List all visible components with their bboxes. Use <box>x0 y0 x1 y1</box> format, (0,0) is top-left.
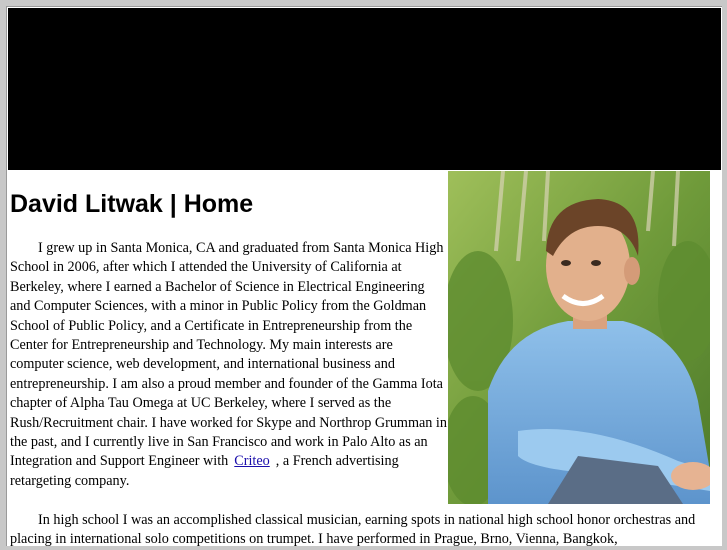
page-title: David Litwak | Home <box>10 190 254 218</box>
music-text: In high school I was an accomplished classical musician, earning spots in national high school honor orchestras and placing in international solo competitions on trumpet. I have performed in Prague, Brno, Vienna, Bangkok, <box>10 512 696 548</box>
criteo-link[interactable]: Criteo <box>234 453 270 470</box>
header-banner <box>8 8 721 170</box>
music-paragraph <box>10 511 710 550</box>
intro-text-end: , a French advertising retargeting company. <box>10 453 399 489</box>
profile-photo <box>448 171 710 504</box>
intro-paragraph <box>10 239 448 491</box>
intro-text: I grew up in Santa Monica, CA and graduated from Santa Monica High School in 2006, after which I attended the University of California at Berkeley, where I earned a Bachelor of Science in Electrical Engineering and Computer Sciences, with a minor in Public Policy from the Goldman School of Public Policy, and a Certificate in Entrepreneurship from the Center for Entrepreneurship and Technology. My main interests are computer science, web development, and international business and entrepreneurship. I am also a proud member and founder of the Gamma Iota chapter of Alpha Tau Omega at UC Berkeley, where I served as the Rush/Recruitment chair. I have worked for Skype and Northrop Grumman in the past, and I currently live in San Francisco and work in Palo Alto as an Integration and Support Engineer with <box>10 240 447 470</box>
